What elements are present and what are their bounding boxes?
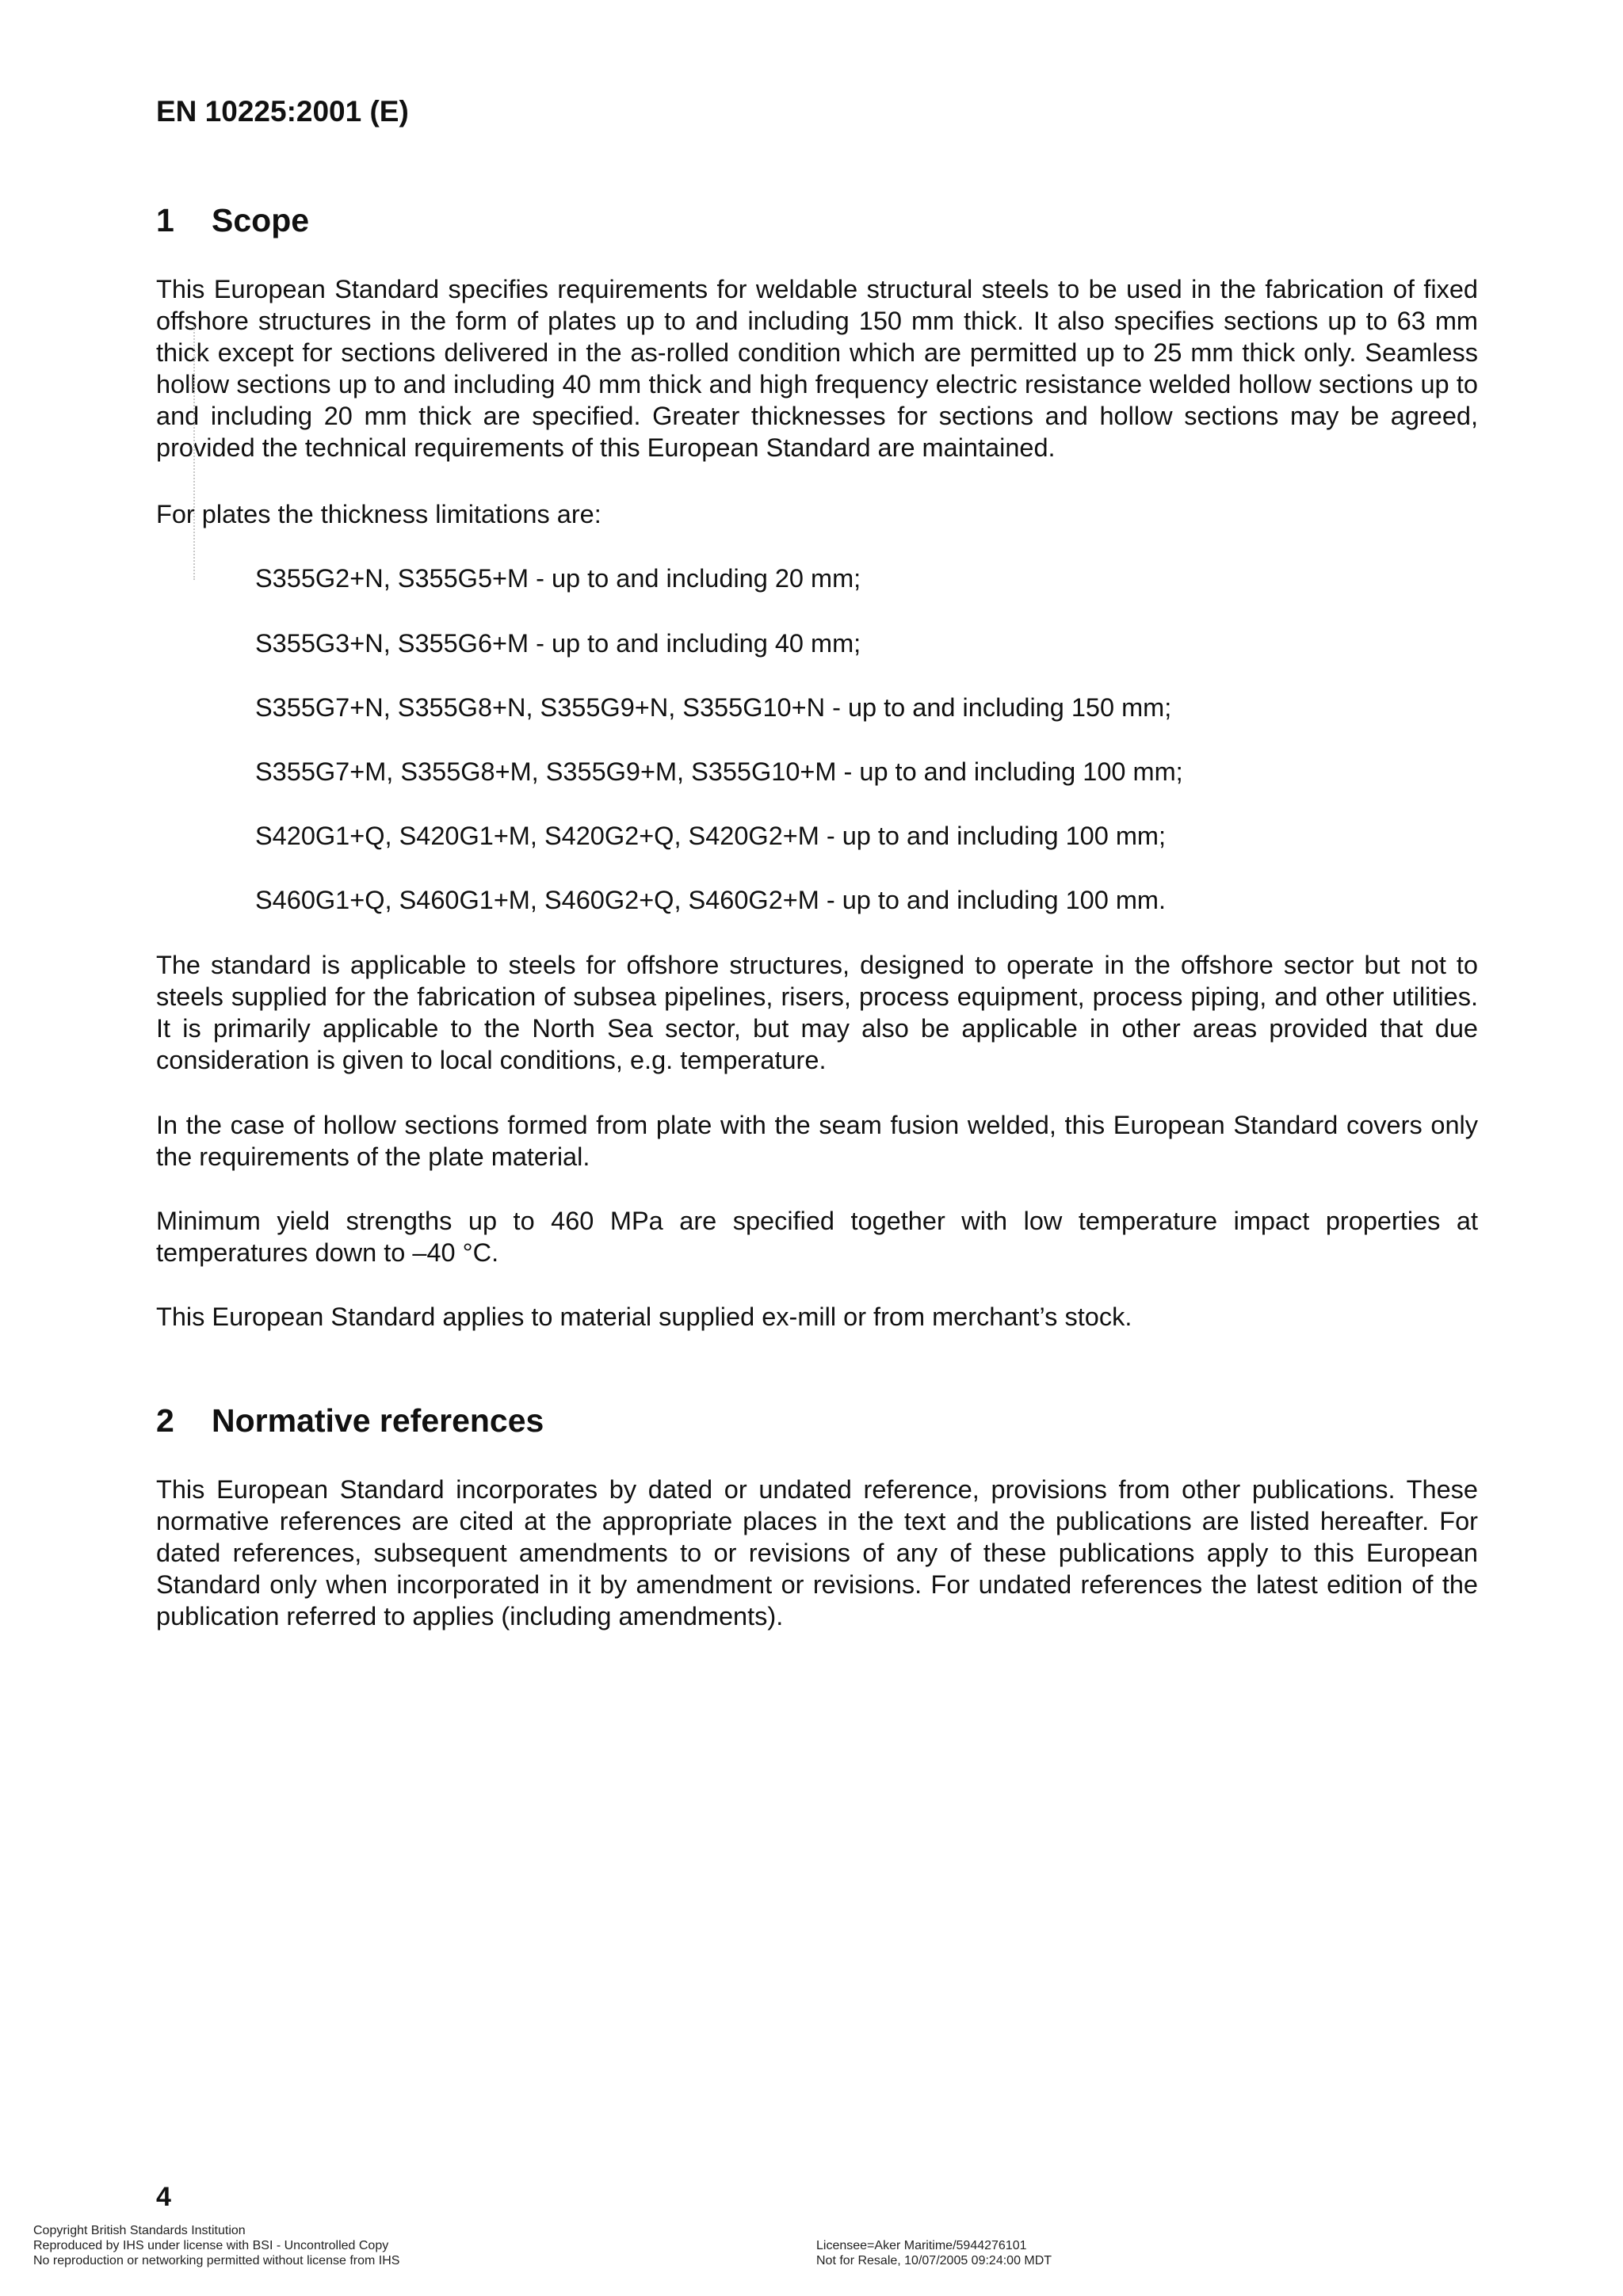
page-number: 4 <box>156 2182 171 2212</box>
section-1-number: 1 <box>156 202 174 238</box>
thickness-limit-item: S355G3+N, S355G6+M - up to and including 40 mm; <box>255 629 861 658</box>
section-2-title: Normative references <box>212 1402 544 1439</box>
scope-paragraph-2: For plates the thickness limitations are: <box>156 500 601 528</box>
thickness-limit-item: S355G7+N, S355G8+N, S355G9+N, S355G10+N - up to and including 150 mm; <box>255 693 1172 722</box>
footer-line: Reproduced by IHS under license with BSI - Uncontrolled Copy <box>33 2239 389 2252</box>
scope-paragraph-4: In the case of hollow sections formed from plate with the seam fusion welded, this European Standard covers only the requirements of the plate material. <box>156 1111 1478 1171</box>
thickness-limit-item: S355G2+N, S355G5+M - up to and including 20 mm; <box>255 564 861 593</box>
footer-copyright <box>33 2223 399 2268</box>
section-2-number: 2 <box>156 1402 174 1439</box>
normative-references-paragraph: This European Standard incorporates by dated or undated reference, provisions from other publications. These normative references are cited at the appropriate places in the text and the publications are listed hereafter. For dated references, subsequent amendments to or revisions of any of these publications apply to this European Standard only when incorporated in it by amendment or revisions. For undated references the latest edition of the publication referred to applies (including amendments). <box>156 1475 1478 1630</box>
thickness-limit-item: S355G7+M, S355G8+M, S355G9+M, S355G10+M - up to and including 100 mm; <box>255 757 1183 786</box>
scope-paragraph-6: This European Standard applies to material supplied ex-mill or from merchant’s stock. <box>156 1302 1132 1331</box>
margin-dotted-mark <box>193 326 195 580</box>
thickness-limit-item: S420G1+Q, S420G1+M, S420G2+Q, S420G2+M - up to and including 100 mm; <box>255 822 1167 850</box>
scope-paragraph-1: This European Standard specifies requirements for weldable structural steels to be used in the fabrication of fixed offshore structures in the form of plates up to and including 150 mm thick. It also specifies sections up to 63 mm thick except for sections delivered in the as-rolled condition which are permitted up to 25 mm thick only. Seamless hollow sections up to and including 40 mm thick and high frequency electric resistance welded hollow sections up to and including 20 mm thick are specified. Greater thicknesses for sections and hollow sections may be agreed, provided the technical requirements of this European Standard are maintained. <box>156 275 1478 462</box>
footer-line: Licensee=Aker Maritime/5944276101 <box>816 2239 1027 2252</box>
scope-paragraph-5: Minimum yield strengths up to 460 MPa are specified together with low temperature impact properties at temperatures down to –40 °C. <box>156 1207 1478 1267</box>
section-2-heading <box>156 1402 544 1440</box>
footer-line: No reproduction or networking permitted without license from IHS <box>33 2254 400 2267</box>
thickness-limit-item: S460G1+Q, S460G1+M, S460G2+Q, S460G2+M - up to and including 100 mm. <box>255 886 1167 914</box>
footer-line: Copyright British Standards Institution <box>33 2224 246 2237</box>
scope-paragraph-3: The standard is applicable to steels for offshore structures, designed to operate in the offshore sector but not to steels supplied for the fabrication of subsea pipelines, risers, process equipment, process piping, and other utilities. It is primarily applicable to the North Sea sector, but may also be applicable in other areas provided that due consideration is given to local conditions, e.g. temperature. <box>156 951 1478 1074</box>
document-header: EN 10225:2001 (E) <box>156 95 409 128</box>
section-1-title: Scope <box>212 202 310 238</box>
footer-line: Not for Resale, 10/07/2005 09:24:00 MDT <box>816 2254 1052 2267</box>
section-1-heading <box>156 202 309 239</box>
footer-license <box>816 2238 1052 2268</box>
